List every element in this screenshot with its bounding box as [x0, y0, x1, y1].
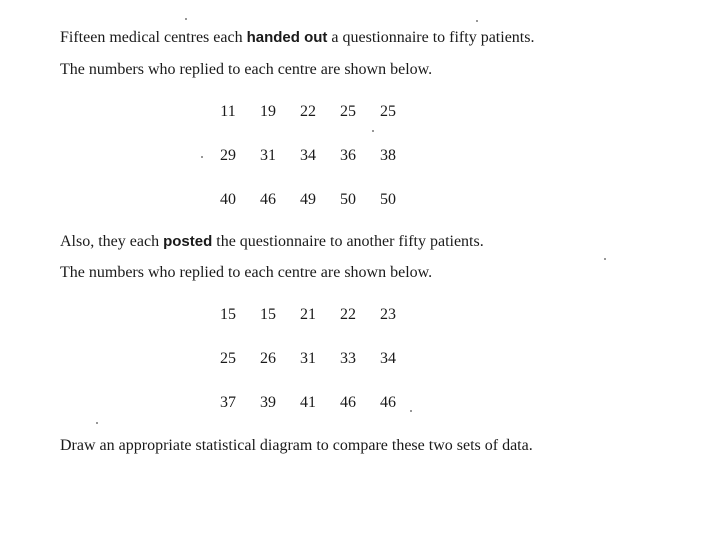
table-cell: 25: [340, 103, 356, 120]
scan-speck: [201, 156, 203, 158]
scan-speck: [410, 410, 412, 412]
posted-line-1: [60, 232, 484, 252]
table-cell: 22: [300, 103, 316, 120]
table-cell: 25: [380, 103, 396, 120]
table-cell: 33: [340, 350, 356, 367]
table-cell: 22: [340, 306, 356, 323]
handed-out-row-1: [208, 102, 408, 122]
table-cell: 50: [340, 191, 356, 208]
posted-row-3: [208, 393, 408, 413]
scan-speck: [372, 130, 374, 132]
table-cell: 36: [340, 147, 356, 164]
scan-speck: [96, 422, 98, 424]
table-cell: 11: [220, 103, 236, 120]
scan-speck: [476, 20, 478, 22]
table-cell: 50: [380, 191, 396, 208]
intro-line-1: [60, 28, 534, 48]
table-cell: 49: [300, 191, 316, 208]
table-cell: 39: [260, 394, 276, 411]
table-cell: 15: [220, 306, 236, 323]
table-cell: 34: [300, 147, 316, 164]
handed-out-row-3: [208, 190, 408, 210]
table-cell: 21: [300, 306, 316, 323]
posted-emphasis: posted: [163, 233, 213, 250]
handed-out-emphasis: handed out: [246, 29, 328, 46]
posted-line-1-start: Also, they each: [60, 233, 164, 250]
table-cell: 40: [220, 191, 236, 208]
table-cell: 19: [260, 103, 276, 120]
scan-speck: [604, 258, 606, 260]
table-cell: 41: [300, 394, 316, 411]
posted-row-2: [208, 349, 408, 369]
scan-speck: [185, 18, 187, 20]
posted-line-1-end: the questionnaire to another fifty patients.: [212, 233, 484, 250]
table-cell: 37: [220, 394, 236, 411]
intro-line-1-start: Fifteen medical centres each: [60, 29, 247, 46]
table-cell: 34: [380, 350, 396, 367]
posted-row-1: [208, 305, 408, 325]
intro-line-1-end: a questionnaire to fifty patients.: [327, 29, 535, 46]
table-cell: 46: [380, 394, 396, 411]
table-cell: 25: [220, 350, 236, 367]
table-cell: 38: [380, 147, 396, 164]
handed-out-row-2: [208, 146, 408, 166]
table-cell: 15: [260, 306, 276, 323]
table-cell: 46: [260, 191, 276, 208]
table-cell: 31: [300, 350, 316, 367]
table-cell: 23: [380, 306, 396, 323]
table-cell: 31: [260, 147, 276, 164]
instruction-text: Draw an appropriate statistical diagram to compare these two sets of data.: [60, 437, 533, 454]
intro-line-2: The numbers who replied to each centre are shown below.: [60, 61, 433, 78]
table-cell: 26: [260, 350, 276, 367]
posted-line-2: The numbers who replied to each centre are shown below.: [60, 264, 433, 281]
table-cell: 46: [340, 394, 356, 411]
table-cell: 29: [220, 147, 236, 164]
